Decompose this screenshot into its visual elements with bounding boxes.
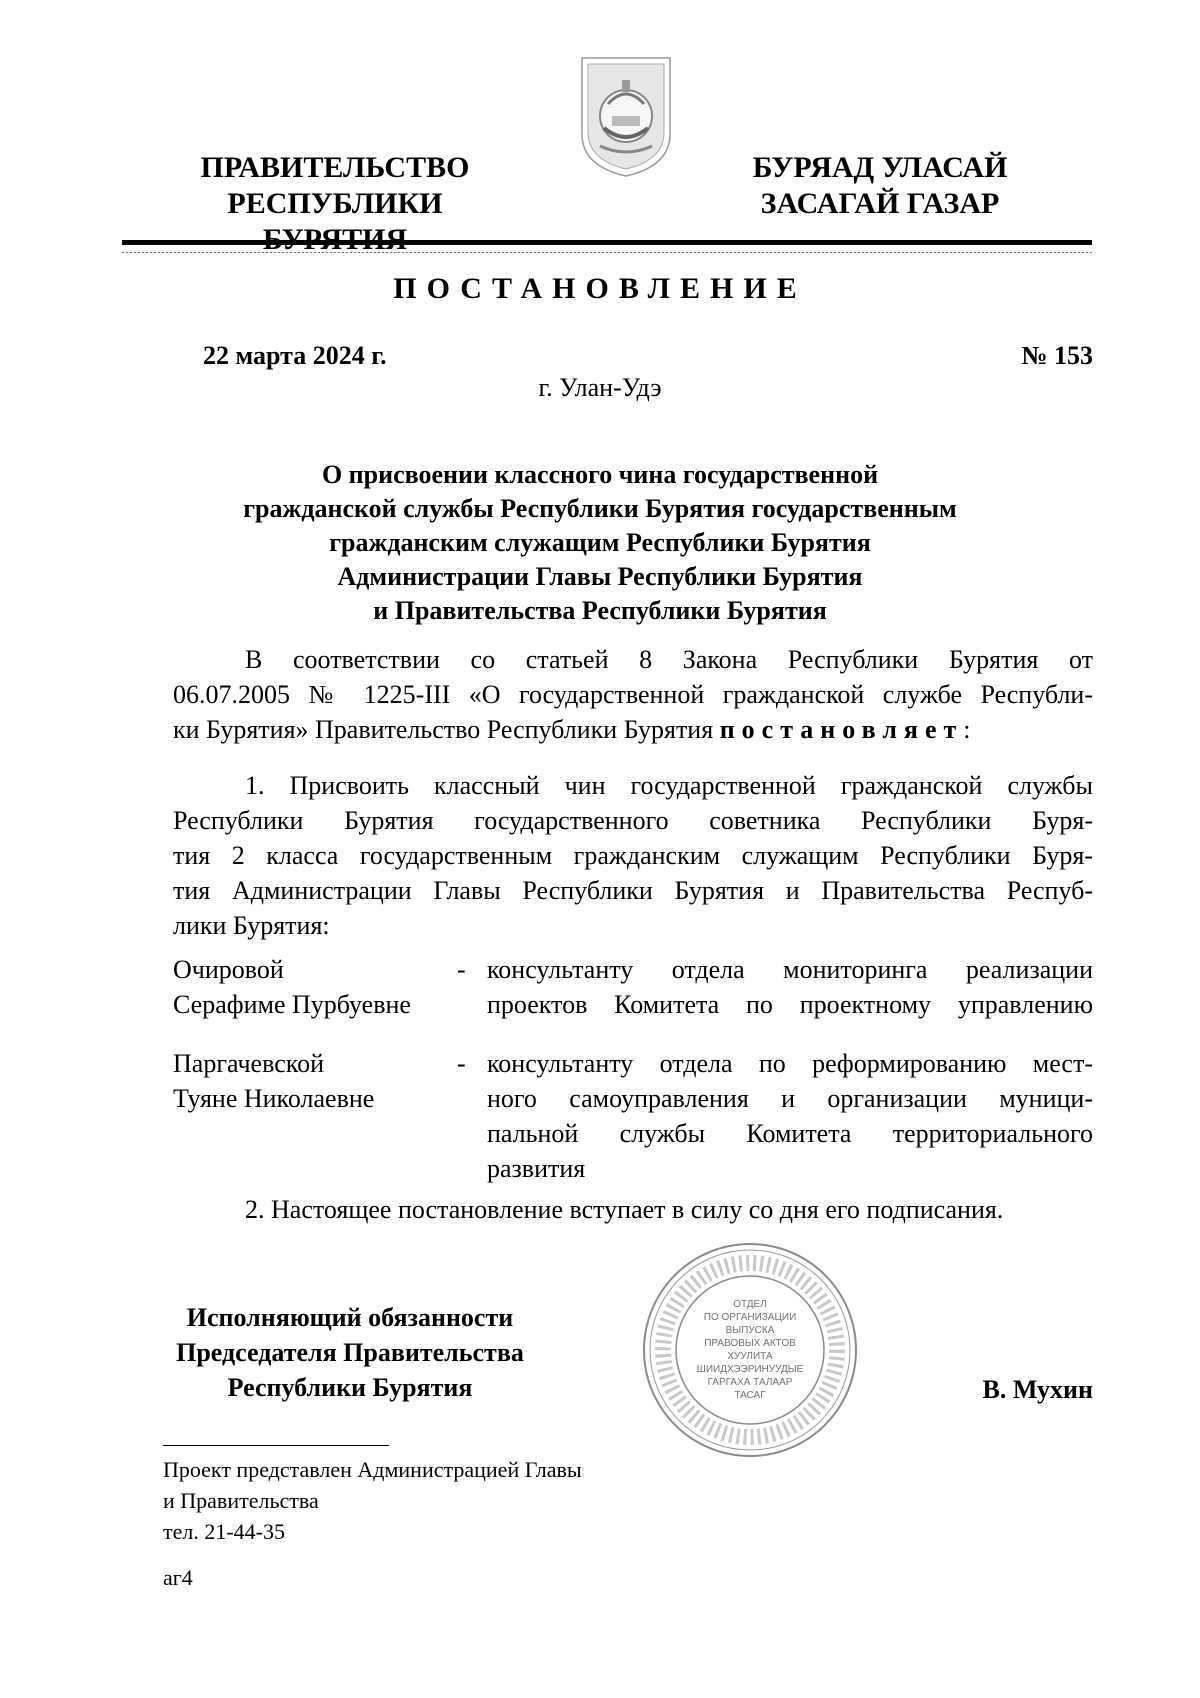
- footnote-line: Проект представлен Администрацией Главы: [163, 1457, 582, 1482]
- item1-line: Республики Бурятия государственного советника Республики Буря-: [173, 806, 1093, 835]
- document-number: № 153: [1021, 341, 1093, 370]
- footnote-rule: [163, 1445, 389, 1446]
- person-2-name: [173, 1046, 443, 1116]
- subject-line: Администрации Главы Республики Бурятия: [337, 562, 863, 591]
- person-2-position: [487, 1046, 1093, 1186]
- emblem: [578, 54, 674, 180]
- header-rule-thin: [122, 252, 1092, 253]
- footnote-line: и Правительства: [163, 1488, 319, 1513]
- person-2-dash: -: [457, 1049, 466, 1078]
- signature-title-line: Исполняющий обязанности: [186, 1303, 514, 1332]
- item-2: 2. Настоящее постановление вступает в силу со дня его подписания.: [245, 1195, 1004, 1224]
- seal-line: ОТДЕЛ: [733, 1299, 767, 1310]
- person-position-line: ного самоуправления и организации муници-: [487, 1084, 1093, 1113]
- document-city: г. Улан-Удэ: [538, 373, 662, 402]
- seal-line: ПО ОРГАНИЗАЦИИ: [703, 1312, 797, 1323]
- header-left-line2: РЕСПУБЛИКИ: [227, 187, 443, 220]
- seal-line: ГАРГАХА ТАЛААР: [707, 1377, 793, 1388]
- seal-line: ВЫПУСКА: [725, 1325, 775, 1336]
- seal-center-text: [680, 1298, 820, 1402]
- preamble-line: 06.07.2005 № 1225-III «О государственной гражданской службе Республи-: [173, 680, 1093, 709]
- footnote-line: тел. 21-44-35: [163, 1519, 286, 1544]
- preamble: [173, 642, 1093, 747]
- preamble-keyword: постановляет: [719, 715, 964, 744]
- person-1-dash: -: [457, 955, 466, 984]
- signature-name: В. Мухин: [982, 1375, 1093, 1404]
- preamble-text: ки Бурятия» Правительство Республики Бурятия: [173, 715, 714, 744]
- subject-line: гражданским служащим Республики Бурятия: [329, 528, 871, 557]
- item1-line: 1. Присвоить классный чин государственной гражданской службы: [245, 771, 1093, 800]
- document-code: аг4: [163, 1565, 193, 1590]
- item1-line: тия Администрации Главы Республики Бурятия и Правительства Респуб-: [173, 876, 1093, 905]
- signature-title-line: Республики Бурятия: [227, 1373, 473, 1402]
- person-position-line: проектов Комитета по проектному управлению: [487, 990, 1093, 1019]
- preamble-line-last: [173, 712, 1093, 747]
- signature-title: [150, 1300, 550, 1405]
- subject-line: О присвоении классного чина государственной: [321, 460, 879, 489]
- footnote: [163, 1454, 683, 1547]
- person-name-line: Очировой: [173, 955, 284, 984]
- person-1-name: [173, 952, 443, 1022]
- header-right: [745, 150, 1015, 222]
- republic-emblem-icon: [578, 54, 674, 180]
- person-position-line: пальной службы Комитета территориального: [487, 1119, 1093, 1148]
- preamble-end: :: [963, 715, 971, 744]
- header-left-line1: ПРАВИТЕЛЬСТВО: [200, 151, 470, 184]
- item1-line: лики Бурятия:: [173, 911, 330, 940]
- seal-line: ШИИДХЭЭРИНУУДЫЕ: [696, 1364, 804, 1375]
- header-right-line1: БУРЯАД УЛАСАЙ: [752, 151, 1008, 184]
- document-subject: [0, 458, 1200, 628]
- preamble-line: В соответствии со статьей 8 Закона Республики Бурятия от: [245, 645, 1093, 674]
- header-right-line2: ЗАСАГАЙ ГАЗАР: [760, 187, 1000, 220]
- document-date: 22 марта 2024 г.: [203, 341, 387, 370]
- subject-line: и Правительства Республики Бурятия: [373, 596, 827, 625]
- document-title: ПОСТАНОВЛЕНИЕ: [393, 272, 807, 305]
- person-position-line: консультанту отдела по реформированию мест-: [487, 1049, 1093, 1078]
- header-rule-thick: [122, 240, 1092, 245]
- person-1-position: [487, 952, 1093, 1022]
- signature-title-line: Председателя Правительства: [176, 1338, 524, 1367]
- person-name-line: Паргачевской: [173, 1049, 324, 1078]
- person-position-line: консультанту отдела мониторинга реализации: [487, 955, 1093, 984]
- person-position-line: развития: [487, 1154, 586, 1183]
- official-seal: [640, 1240, 860, 1460]
- person-name-line: Туяне Николаевне: [173, 1084, 375, 1113]
- seal-line: ПРАВОВЫХ АКТОВ: [704, 1338, 796, 1349]
- seal-line: ХУУЛИТА: [727, 1351, 773, 1362]
- item1-line: тия 2 класса государственным гражданским служащим Республики Буря-: [173, 841, 1093, 870]
- seal-line: ТАСАГ: [734, 1390, 766, 1401]
- item-1: [173, 768, 1093, 943]
- person-name-line: Серафиме Пурбуевне: [173, 990, 411, 1019]
- subject-line: гражданской службы Республики Бурятия государственным: [243, 494, 957, 523]
